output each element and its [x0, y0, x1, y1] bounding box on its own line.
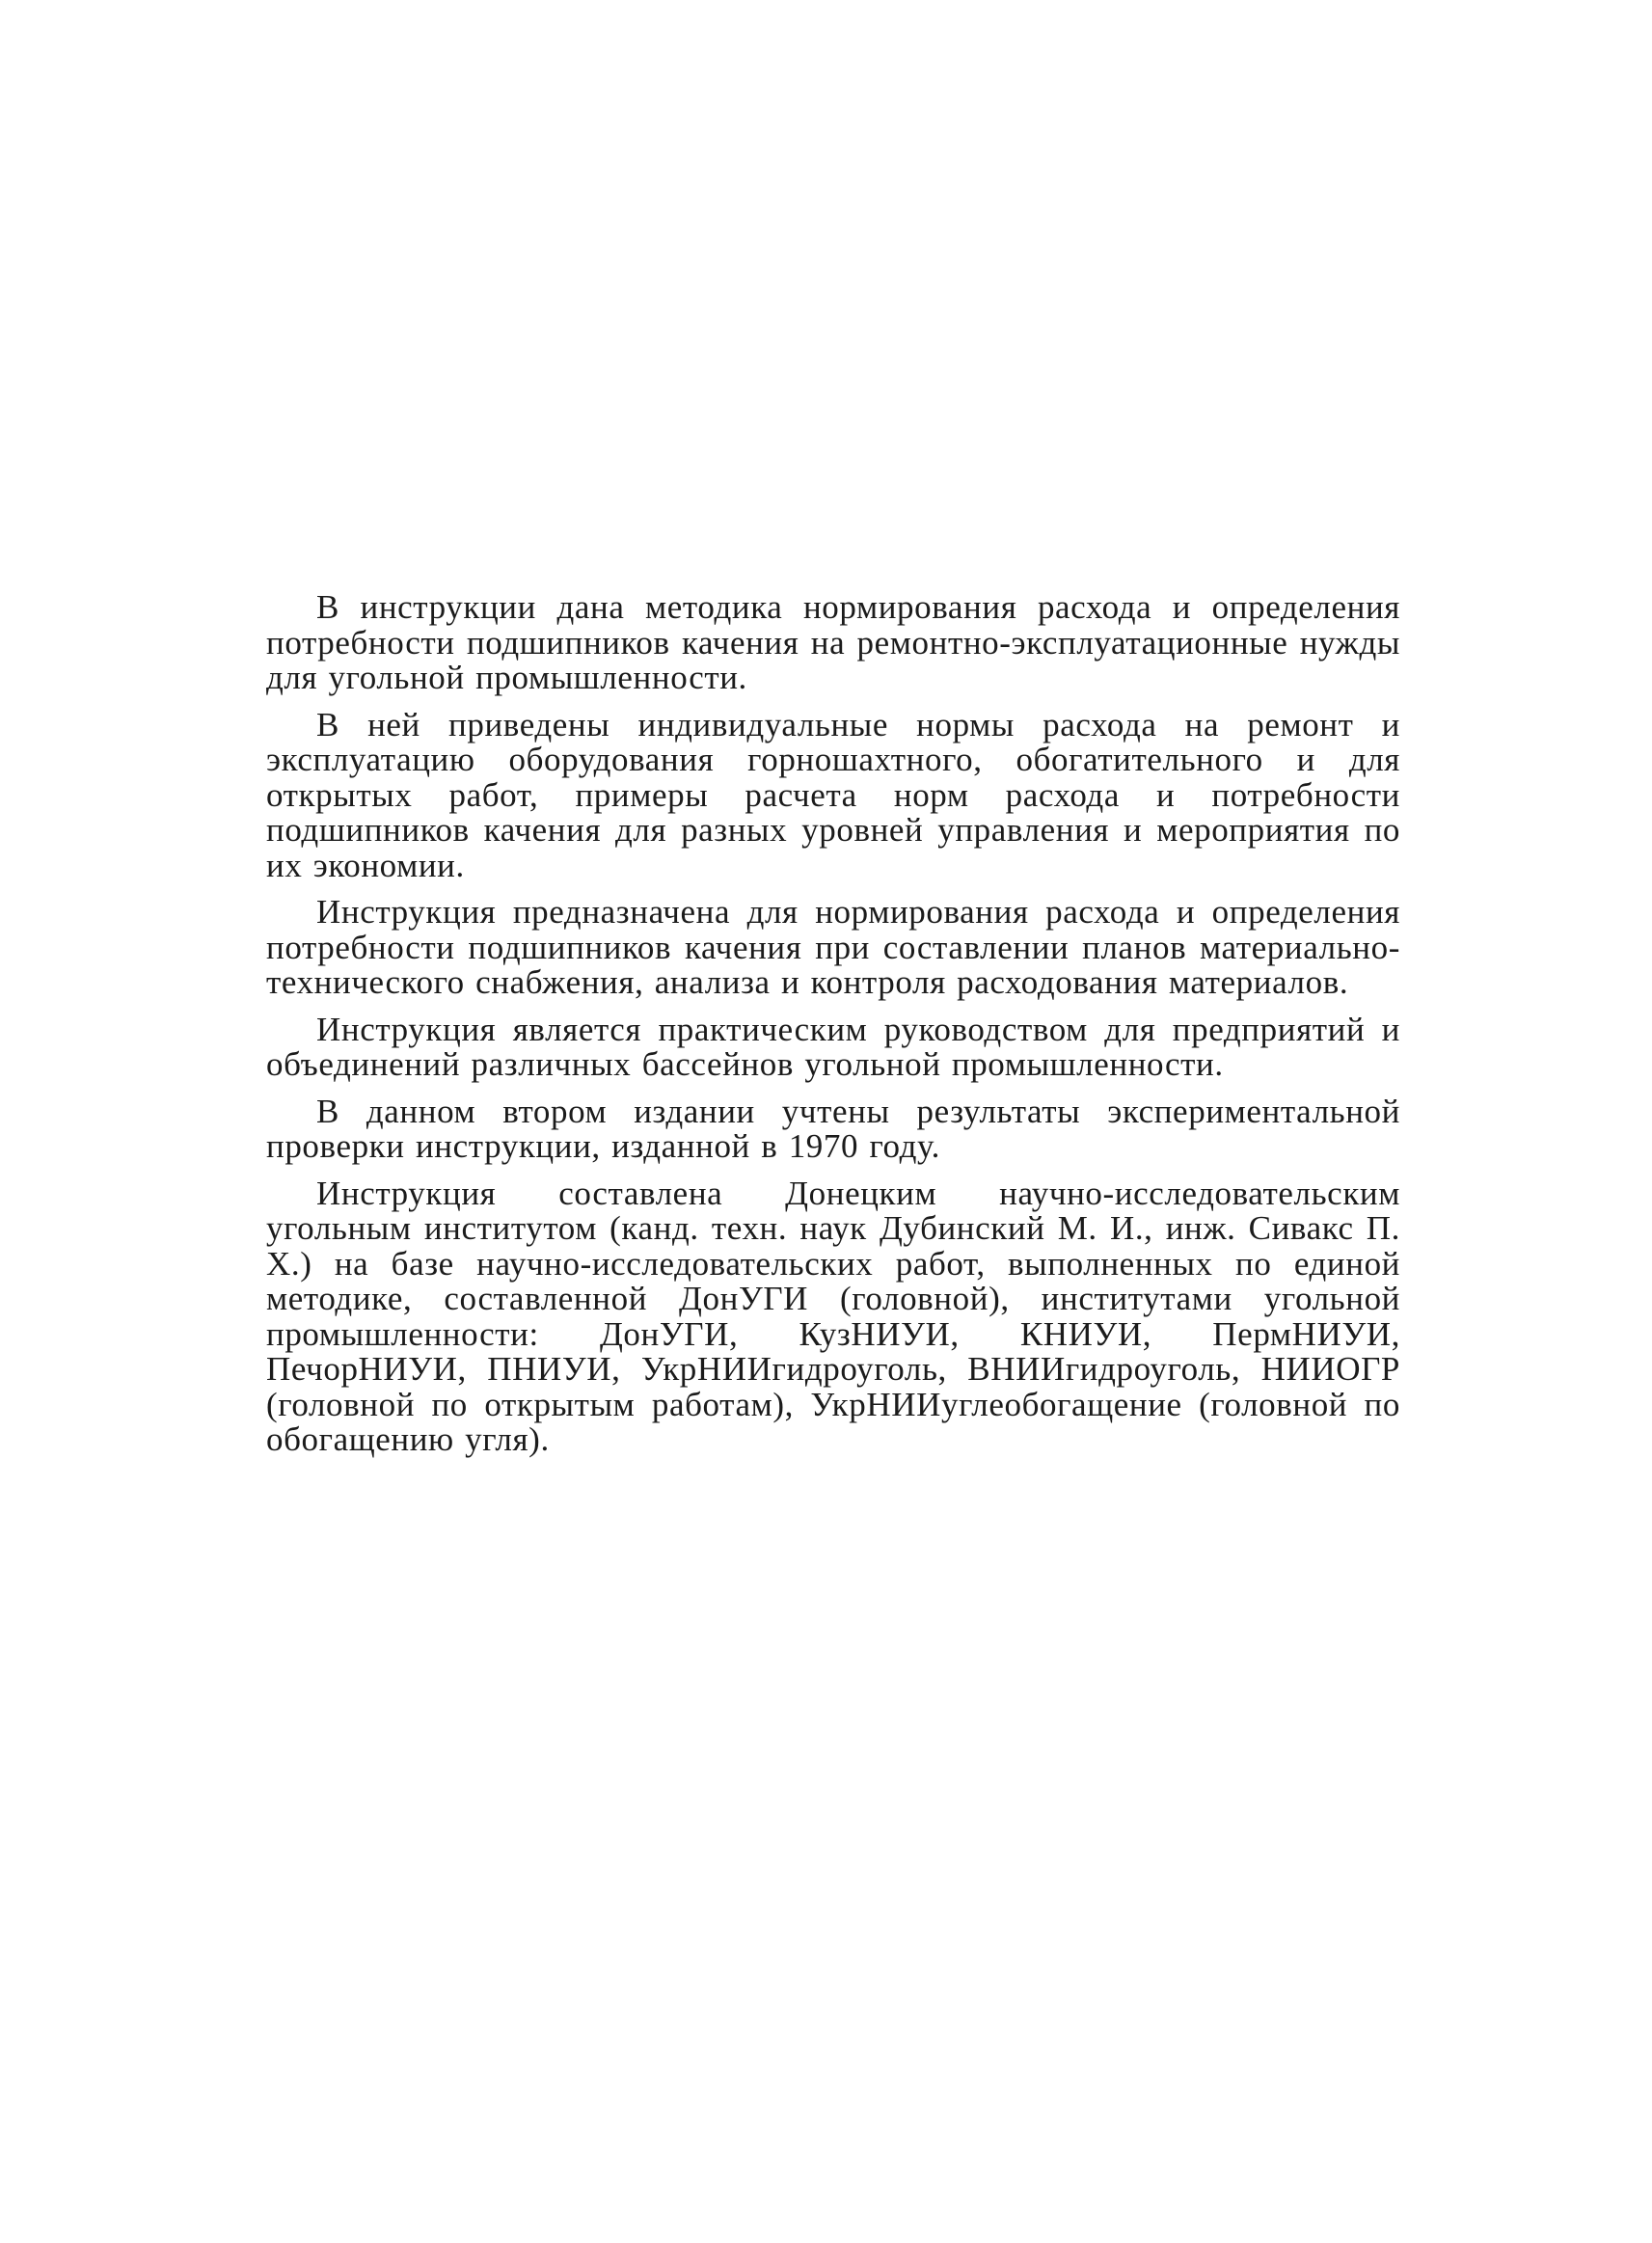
paragraph-edition: В данном втором издании учтены результаты экспериментальной проверки инструкции, изданной в 1970 году. — [266, 1092, 1400, 1165]
paragraph-authors: Инструкция составлена Донецким научно-исследовательским угольным институтом (канд. техн. наук Дубинский М. И., инж. Сивакс П. Х.) на базе научно-исследовательских работ, выполненных по единой методике, составленной ДонУГИ (головной), институтами угольной промышленности: ДонУГИ, КузНИУИ, КНИУИ, ПермНИУИ, ПечорНИУИ, ПНИУИ, УкрНИИгидроуголь, ВНИИгидроуголь, НИИОГР (головной по открытым работам), УкрНИИуглеобогащение (головной по обогащению угля). — [266, 1174, 1400, 1458]
paragraph-purpose: В инструкции дана методика нормирования расхода и определения потребности подшипников качения на ремонтно-эксплуатационные нужды для угольной промышленности. — [266, 588, 1400, 696]
paragraph-application: Инструкция предназначена для нормирования расхода и определения потребности подшипников качения при составлении планов материально-технического снабжения, анализа и контроля расходования материалов. — [266, 893, 1400, 1001]
paragraph-guidance: Инструкция является практическим руководством для предприятий и объединений различных бассейнов угольной промышленности. — [266, 1010, 1400, 1083]
paragraph-contents: В ней приведены индивидуальные нормы расхода на ремонт и эксплуатацию оборудования горношахтного, обогатительного и для открытых работ, примеры расчета норм расхода и потребности подшипников качения для разных уровней управления и мероприятия по их экономии. — [266, 705, 1400, 884]
annotation-text — [266, 590, 1400, 1470]
